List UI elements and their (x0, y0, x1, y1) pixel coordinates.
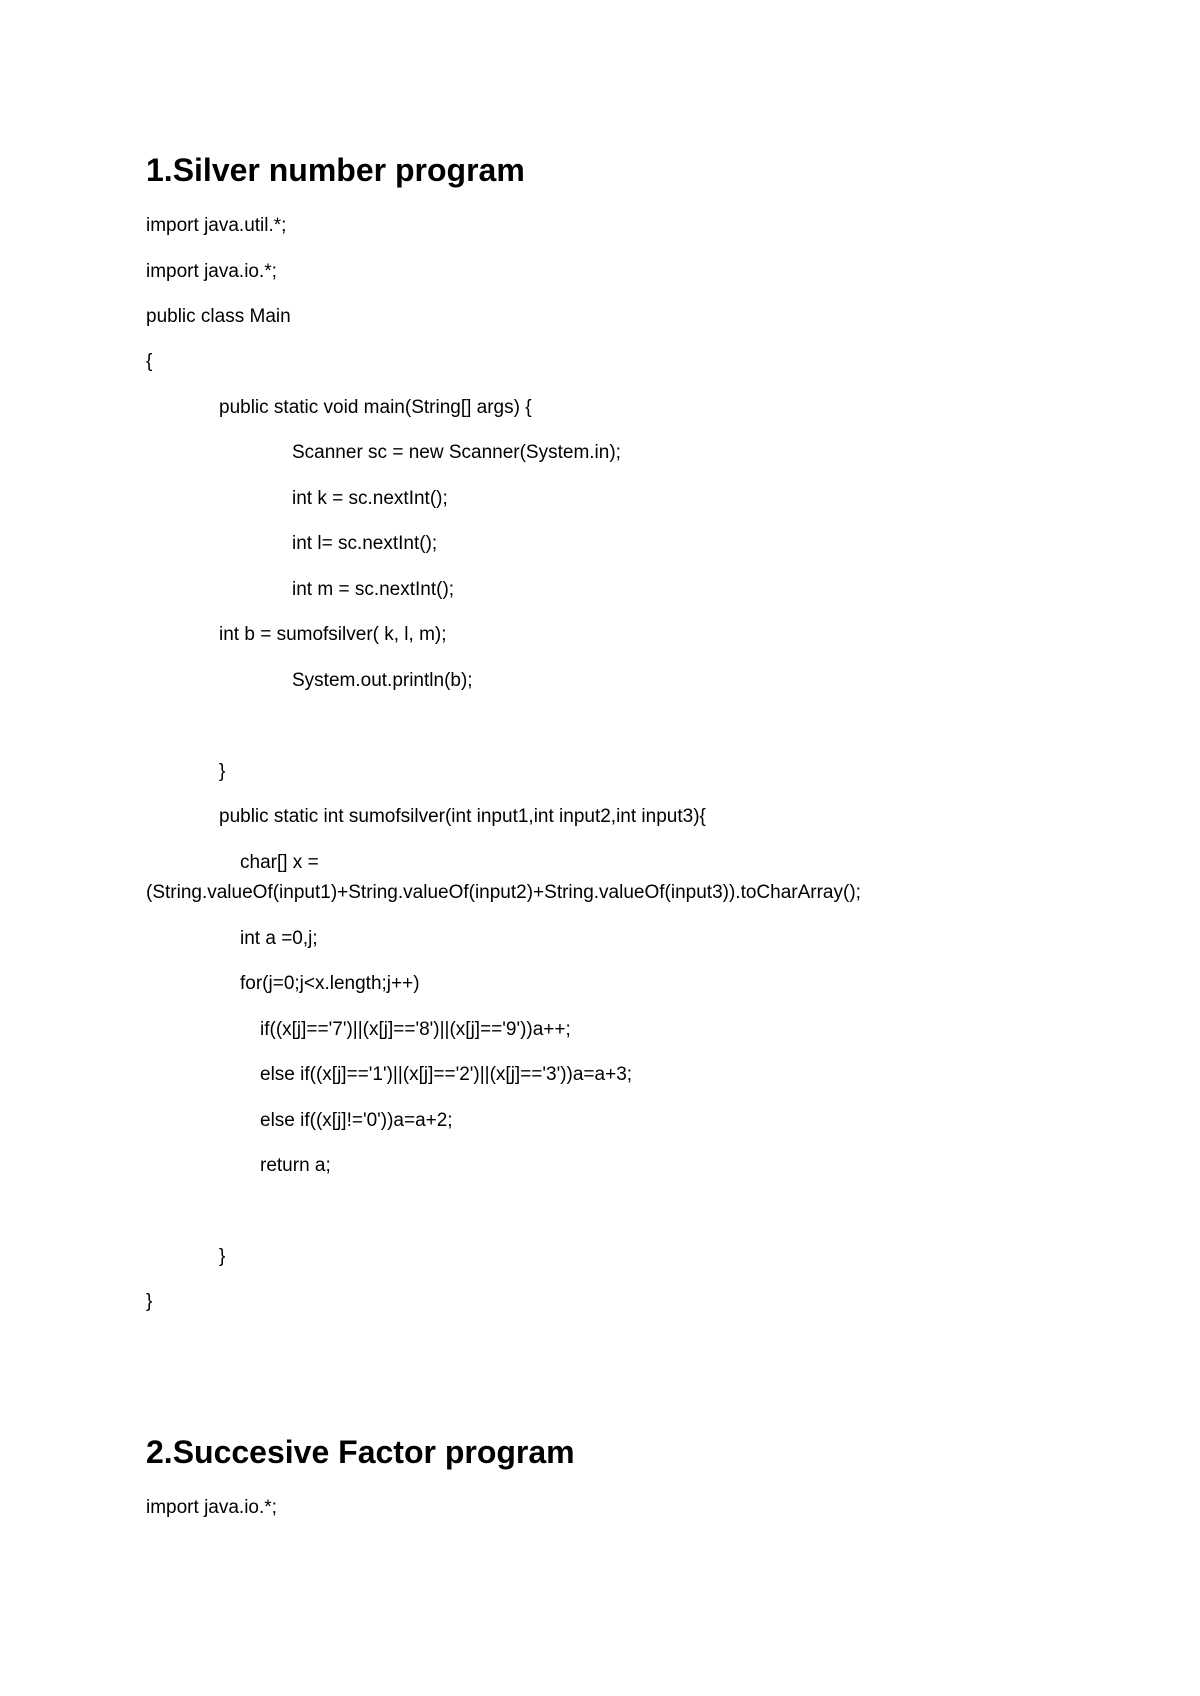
section-2-title: 2.Succesive Factor program (146, 1434, 575, 1470)
code-line-11: System.out.println(b); (292, 670, 473, 691)
code-line-5: public static void main(String[] args) { (219, 397, 532, 418)
code-line-13: public static int sumofsilver(int input1,int input2,int input3){ (219, 806, 706, 827)
code-line-2: import java.io.*; (146, 261, 277, 282)
code-line-17: for(j=0;j<x.length;j++) (240, 973, 420, 994)
code-line-19: else if((x[j]=='1')||(x[j]=='2')||(x[j]=='3'))a=a+3; (260, 1064, 633, 1085)
code-line-9: int m = sc.nextInt(); (292, 579, 455, 600)
section-1-title: 1.Silver number program (146, 152, 525, 188)
code-line-10: int b = sumofsilver( k, l, m); (219, 624, 447, 645)
code-line-8: int l= sc.nextInt(); (292, 533, 438, 554)
code-line-22: } (219, 1246, 226, 1267)
code-line-3: public class Main (146, 306, 291, 327)
code-line-21: return a; (260, 1155, 331, 1176)
code-line-7: int k = sc.nextInt(); (292, 488, 448, 509)
code-line-15: (String.valueOf(input1)+String.valueOf(input2)+String.valueOf(input3)).toCharArray(); (146, 882, 861, 903)
code-line-14: char[] x = (240, 852, 319, 873)
code-line-24: import java.io.*; (146, 1497, 277, 1518)
code-line-6: Scanner sc = new Scanner(System.in); (292, 442, 621, 463)
code-line-1: import java.util.*; (146, 215, 287, 236)
code-line-16: int a =0,j; (240, 928, 318, 949)
code-line-4: { (146, 351, 153, 372)
code-line-23: } (146, 1291, 153, 1312)
code-line-12: } (219, 761, 226, 782)
code-line-18: if((x[j]=='7')||(x[j]=='8')||(x[j]=='9'))a++; (260, 1019, 571, 1040)
code-line-20: else if((x[j]!='0'))a=a+2; (260, 1110, 453, 1131)
